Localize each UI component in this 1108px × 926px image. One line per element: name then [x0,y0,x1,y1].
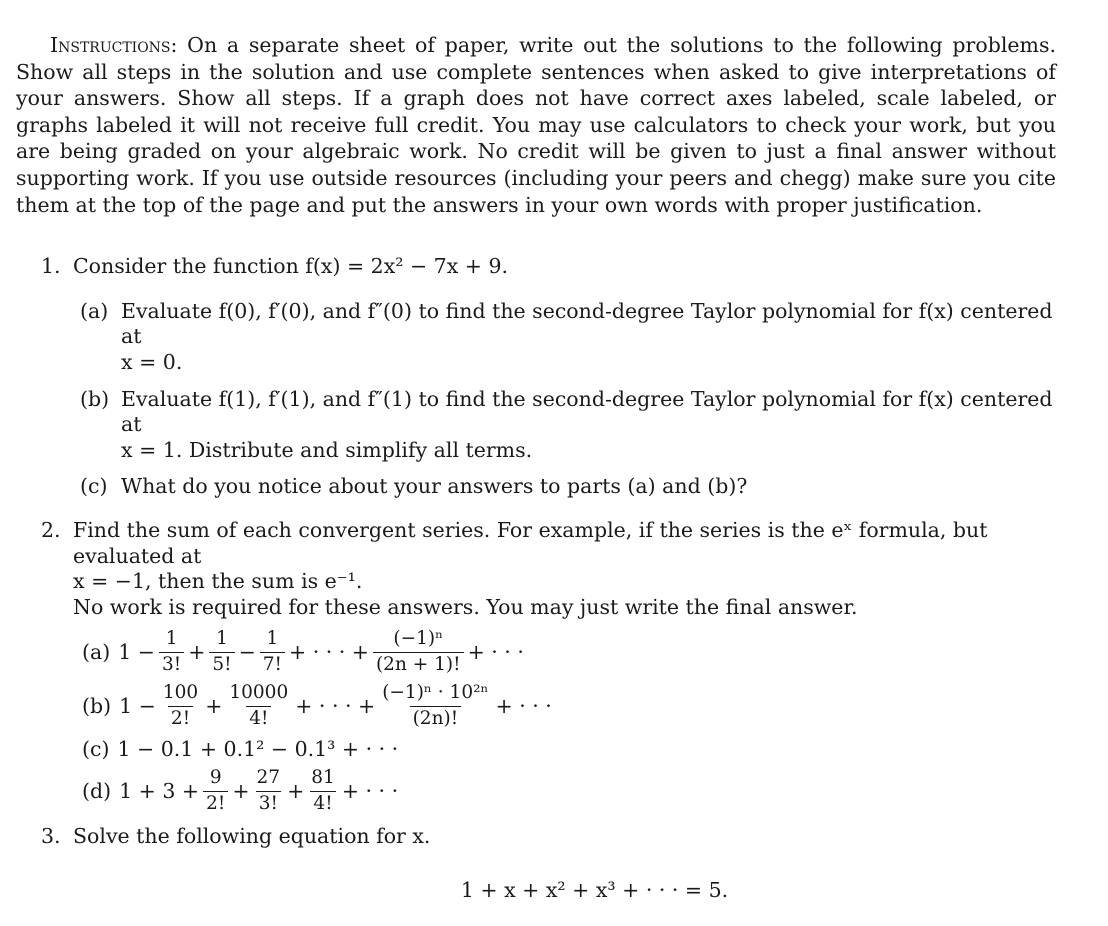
instructions-paragraph [16,32,1056,218]
series-b-fraction-2 [226,683,291,729]
series-b-fraction-1 [160,683,201,729]
worksheet-page [16,32,1056,903]
series-d-fraction-1-den: 2! [203,791,228,814]
problem-2c-label: (c) [82,737,110,762]
series-d-op-1: + [232,779,250,804]
problem-2 [16,518,1056,816]
series-a-fraction-2-den: 5! [209,652,234,675]
problem-2b-label: (b) [82,694,112,719]
problem-2d-label: (d) [82,779,112,804]
series-b-fraction-2-num: 10000 [229,682,289,704]
problem-3-number: 3. [41,824,61,849]
series-a-fraction-3 [260,629,285,675]
problem-2c [82,732,1056,766]
series-b-op-1: + [205,694,223,719]
problem-3-equation: 1 + x + x² + x³ + · · · = 5. [460,877,729,902]
series-a-op-2: − [238,640,256,665]
problem-2-line1: Find the sum of each convergent series. For example, if the series is the eˣ formula, but evaluated at [73,517,988,568]
series-d-op-2: + [287,779,305,804]
series-b-fraction-1-den: 2! [168,706,193,729]
series-b-middle: + · · · + [295,694,376,719]
series-a-fraction-2-num: 1 [216,628,228,650]
problem-1a-line1: Evaluate f(0), f′(0), and f″(0) to find the second-degree Taylor polynomial for f(x) centered at [121,298,1053,349]
problem-1-statement: Consider the function f(x) = 2x² − 7x + 9. [73,254,509,279]
series-a-fraction-2 [209,629,234,675]
problem-2a [82,626,1056,678]
series-a-fraction-general [373,629,464,675]
series-b-fraction-1-num: 100 [162,682,199,704]
instructions-text: On a separate sheet of paper, write out the solutions to the following problems. Show all steps in the solution and use complete sentences when asked to give interpretations of your answers. Show all steps. If a graph does not have correct axes labeled, scale labeled, or graphs labeled it will not receive full credit. You may use calculators to check your work, but you are being graded on your algebraic work. No credit will be given to just a final answer without supporting work. If you use outside resources (including your peers and chegg) make sure you cite them at the top of the page and put the answers in your own words with proper justification. [16,33,1056,217]
series-a-fraction-3-num: 1 [266,628,279,650]
problem-2d [82,766,1056,816]
series-d-fraction-2-den: 3! [256,791,281,814]
problem-1b-line1: Evaluate f(1), f′(1), and f″(1) to find the second-degree Taylor polynomial for f(x) centered at [121,386,1053,437]
problem-1a-label: (a) [80,298,109,323]
problem-1b-label: (b) [80,386,110,411]
problem-1c [16,474,1056,500]
series-a-fraction-3-den: 7! [260,652,285,675]
problem-2a-label: (a) [82,640,111,665]
series-b-fraction-general [379,683,491,729]
series-b-end: + · · · [495,694,552,719]
series-a-start: 1 − [118,640,155,665]
series-a-end: + · · · [467,640,524,665]
problem-1c-text: What do you notice about your answers to parts (a) and (b)? [121,474,748,499]
problem-2-line2: x = −1, then the sum is e⁻¹. [73,569,363,594]
series-d-end: + · · · [341,779,399,804]
problem-1a-line2: x = 0. [121,349,183,374]
series-a-middle: + · · · + [289,640,369,665]
problem-1-number: 1. [41,254,61,279]
series-b-start: 1 − [119,694,156,719]
problem-2b [82,680,1056,732]
instructions-heading: Instructions: [50,33,178,57]
series-b-fraction-2-den: 4! [246,706,271,729]
problem-1b-line2: x = 1. Distribute and simplify all terms. [121,437,533,462]
series-a-fraction-1-den: 3! [159,652,184,675]
series-d-fraction-3 [308,768,338,814]
series-d-fraction-3-num: 81 [311,767,335,789]
series-d-fraction-2 [254,768,284,814]
series-d-fraction-2-num: 27 [256,767,281,789]
series-a-fraction-1-num: 1 [165,628,178,650]
problem-2-number: 2. [41,517,61,542]
series-b-fraction-general-num: (−1)ⁿ · 10²ⁿ [382,682,489,704]
series-a-op-1: + [188,640,206,665]
series-c: 1 − 0.1 + 0.1² − 0.1³ + · · · [117,737,399,762]
series-a-fraction-general-den: (2n + 1)! [373,652,464,675]
series-d-fraction-1 [203,768,228,814]
series-d-start: 1 + 3 + [119,779,200,804]
problem-1 [16,254,1056,500]
problem-1b [16,387,1056,464]
problem-2-line3: No work is required for these answers. You may just write the final answer. [73,594,858,619]
series-a-fraction-1 [159,629,184,675]
problem-1a [16,299,1056,376]
problem-3 [16,824,1056,903]
series-d-fraction-1-num: 9 [209,767,222,789]
problem-3-statement: Solve the following equation for x. [73,824,431,849]
problem-1c-label: (c) [80,474,108,499]
series-d-fraction-3-den: 4! [310,791,335,814]
series-b-fraction-general-den: (2n)! [410,706,462,729]
series-a-fraction-general-num: (−1)ⁿ [393,628,444,650]
